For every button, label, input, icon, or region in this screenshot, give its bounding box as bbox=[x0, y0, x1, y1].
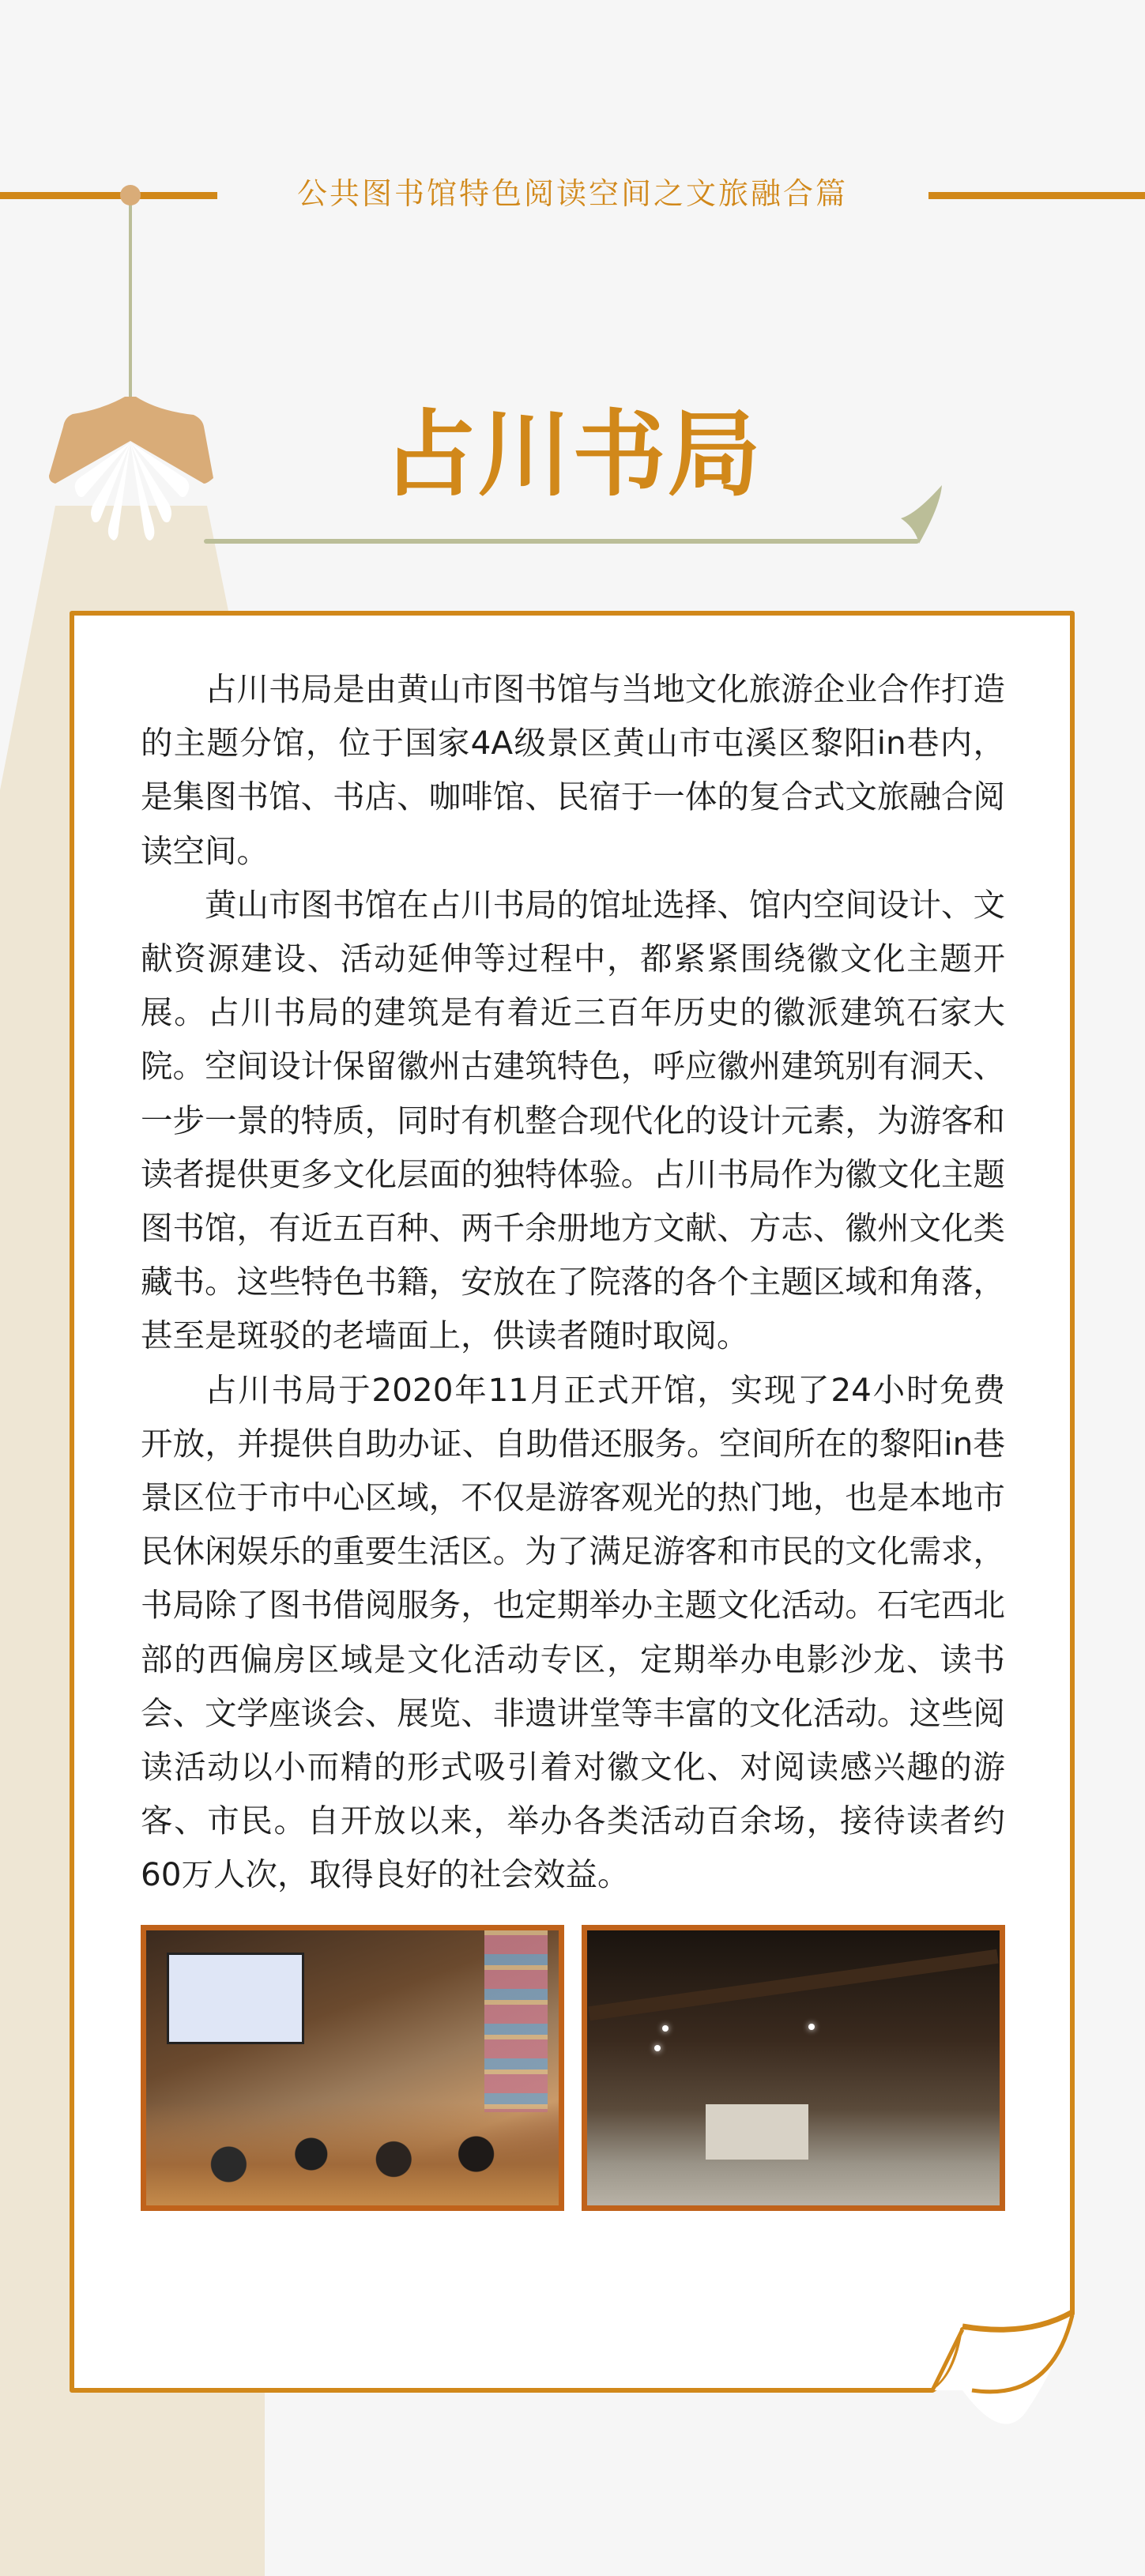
page-title: 占川书局 bbox=[382, 400, 763, 509]
interior-hall-photo bbox=[582, 1925, 1005, 2211]
bookshelf bbox=[484, 1930, 548, 2112]
audience bbox=[146, 2103, 559, 2205]
ceiling-light bbox=[808, 2024, 815, 2030]
ceiling-light bbox=[654, 2045, 661, 2051]
article-paragraph-2: 黄山市图书馆在占川书局的馆址选择、馆内空间设计、文献资源建设、活动延伸等过程中，都紧紧围绕徽文化主题开展。占川书局的建筑是有着近三百年历史的徽派建筑石家大院。空间设计保留徽州古建筑特色，呼应徽州建筑别有洞天、一步一景的特质，同时有机整合现代化的设计元素，为游客和读者提供更多文化层面的独特体验。占川书局作为徽文化主题图书馆，有近五百种、两千余册地方文献、方志、徽州文化类藏书。这些特色书籍，安放在了院落的各个主题区域和角落，甚至是斑驳的老墙面上，供读者随时取阅。 bbox=[141, 885, 1005, 1355]
reading-event-photo bbox=[141, 1925, 564, 2211]
ceiling-light bbox=[662, 2025, 669, 2032]
wooden-beam bbox=[588, 1949, 998, 2021]
article-paragraph-3: 占川书局于2020年11月正式开馆，实现了24小时免费开放，并提供自助办证、自助借还服务。空间所在的黎阳in巷景区位于市中心区域，不仅是游客观光的热门地，也是本地市民休闲娱乐的重要生活区。为了满足游客和市民的文化需求，书局除了图书借阅服务，也定期举办主题文化活动。石宅西北部的西偏房区域是文化活动专区，定期举办电影沙龙、读书会、文学座谈会、展览、非遗讲堂等丰富的文化活动。这些阅读活动以小而精的形式吸引着对徽文化、对阅读感兴趣的游客、市民。自开放以来，举办各类活动百余场，接待读者约60万人次，取得良好的社会效益。 bbox=[141, 1370, 1005, 1894]
series-subtitle: 公共图书馆特色阅读空间之文旅融合篇 bbox=[0, 174, 1145, 213]
article-body bbox=[141, 662, 1005, 1902]
cafe-counter bbox=[706, 2104, 808, 2160]
article-paragraph-1: 占川书局是由黄山市图书馆与当地文化旅游企业合作打造的主题分馆，位于国家4A级景区黄山市屯溪区黎阳in巷内，是集图书馆、书店、咖啡馆、民宿于一体的复合式文旅融合阅读空间。 bbox=[141, 670, 1005, 870]
projector-screen bbox=[167, 1953, 304, 2044]
